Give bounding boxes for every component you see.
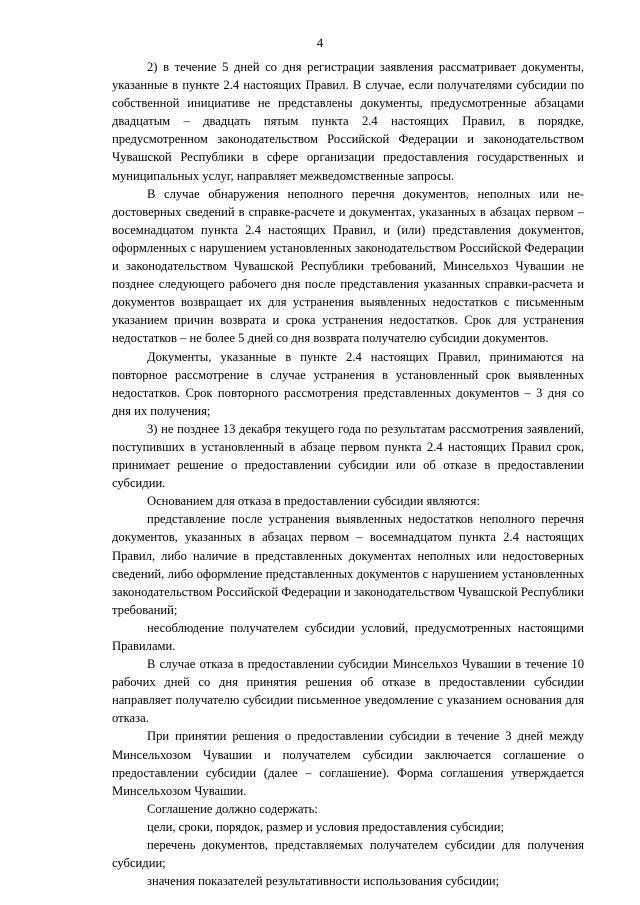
page-number: 4 <box>316 36 324 50</box>
paragraph-refusal-grounds: Основанием для отказа в предоставлении субсидии являются: <box>147 494 480 509</box>
paragraph-agreement: При принятии решения о предоставлении субсидии в течение 3 дней между Минсельхозом Чувашии и получателем субсидии заключается соглашение о предоставлении субсидии (далее – соглашение). Форма соглашения утверждается Минсельхозом Чувашии. <box>112 729 584 798</box>
paragraph-incomplete-documents: В случае обнаружения неполного перечня документов, неполных или недостоверных сведений в справке-расчете и документах, указанных в абзацах первом – восемнадцатом пункта 2.4 настоящих Правил, и (или) представления документов, оформленных с нарушением установленных законодательством Российской Федерации и законодательством Чувашской Республики требований, Минсельхоз Чувашии не позднее следующего рабочего дня после представления указанных справки-расчета и документов возвращает их для устранения выявленных недостатков с письменным указанием причин возврата и срока устранения недостатков. Срок для устранения недостатков – не более 5 дней со дня возврата получателю субсидии документов. <box>112 186 584 346</box>
paragraph-agreement-indicators: значения показателей результативности использования субсидии; <box>147 874 500 889</box>
paragraph-repeat-review: Документы, указанные в пункте 2.4 настоящих Правил, принимаются на повторное рассмотрение в случае устранения в установленный срок выявленных недостатков. Срок повторного рассмотрения представленных документов – 3 дня со дня их получения; <box>112 349 584 418</box>
document-body <box>112 58 584 890</box>
paragraph-agreement-contents: Соглашение должно содержать: <box>147 801 318 816</box>
paragraph-refusal-notice: В случае отказа в предоставлении субсидии Минсельхоз Чувашии в течение 10 рабочих дней со дня принятия решения об отказе в предоставлении субсидии направляет получателю субсидии письменное уведомление с указанием основания для отказа. <box>112 657 584 726</box>
paragraph-refusal-ground-conditions: несоблюдение получателем субсидии условий, предусмотренных настоящими Правилами. <box>112 620 584 653</box>
paragraph-agreement-documents: перечень документов, представляемых получателем субсидии для получения субсидии; <box>112 838 584 871</box>
paragraph-refusal-ground-documents: представление после устранения выявленных недостатков неполного перечня документов, указанных в абзацах первом – восемнадцатом пункта 2.4 настоящих Правил, либо наличие в представленных документах неполных или недостоверных сведений, либо оформление представленных документов с нарушением установленных законодательством Российской Федерации и законодательством Чувашской Республики требований; <box>112 512 584 617</box>
paragraph-decision-deadline: 3) не позднее 13 декабря текущего года по результатам рассмотрения заявлений, поступивших в установленный в абзаце первом пункта 2.4 настоящих Правил срок, принимает решение о предоставлении субсидии или об отказе в предоставлении субсидии. <box>112 421 584 491</box>
paragraph-agreement-goals: цели, сроки, порядок, размер и условия предоставления субсидии; <box>147 819 504 834</box>
paragraph-review-documents: 2) в течение 5 дней со дня регистрации заявления рассматривает документы, указанные в пункте 2.4 настоящих Правил. В случае, если получателями субсидии по собственной инициативе не представлены документы, предусмотренные абзацами двадцатым – двадцать пятым пункта 2.4 настоящих Правил, в порядке, предусмотренном законодательством Российской Федерации и законодательством Чувашской Республики в сфере организации предоставления государственных и муниципальных услуг, направляет межведомственные запросы. <box>112 60 584 183</box>
